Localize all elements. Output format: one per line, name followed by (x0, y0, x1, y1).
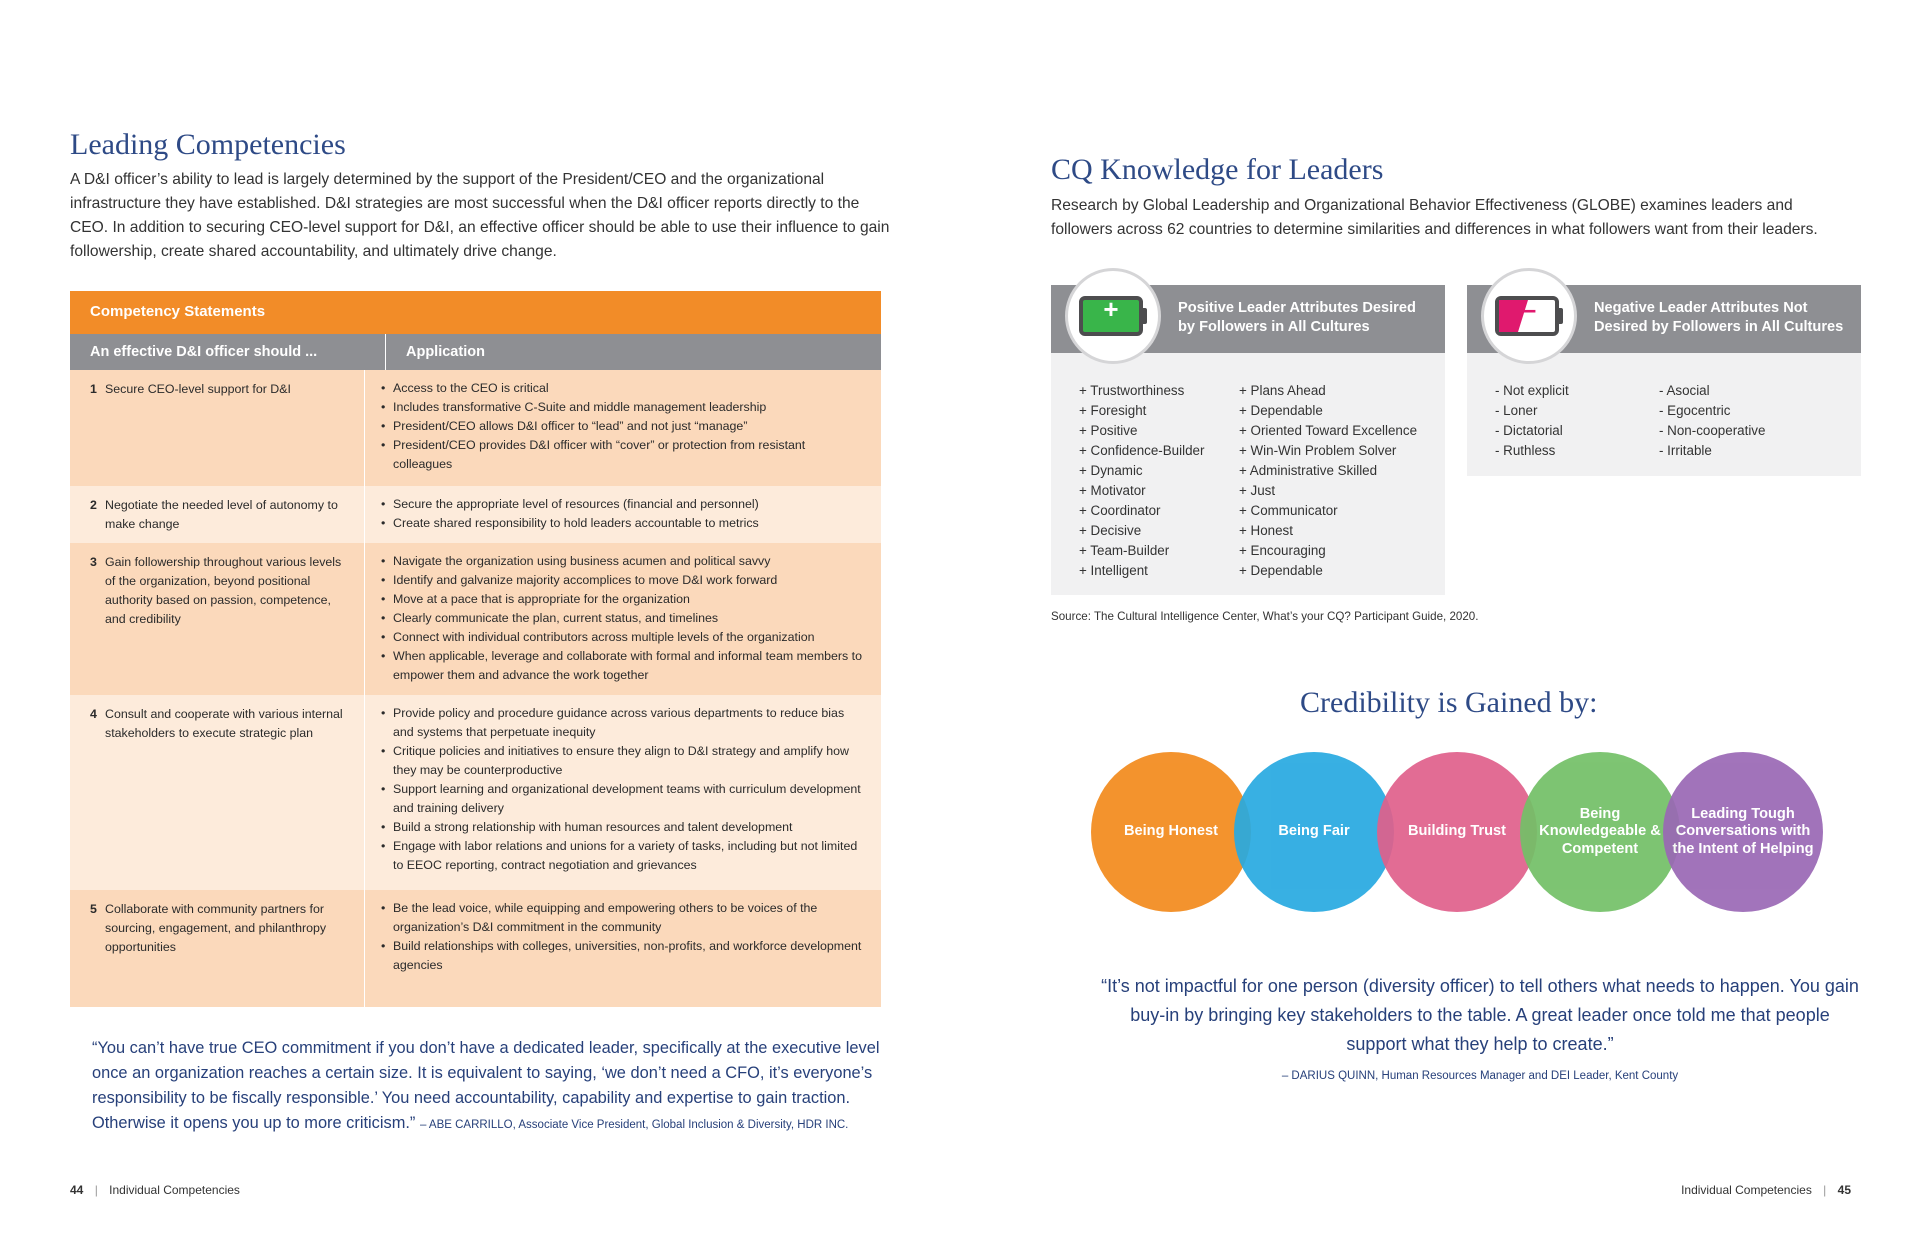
circle-building-trust (1377, 752, 1537, 912)
application-cell (365, 370, 881, 486)
footer-section: Individual Competencies (109, 1183, 240, 1197)
row-number: 5 (90, 902, 97, 916)
circle-label: Being Fair (1278, 823, 1350, 840)
list-item: • Secure the appropriate level of resources (financial and personnel) (381, 495, 867, 514)
list-item: • Provide policy and procedure guidance across various departments to reduce bias and systems that perpetuate inequity (381, 704, 867, 742)
page-title-cq-knowledge: CQ Knowledge for Leaders (1051, 153, 1384, 186)
circle-label: Building Trust (1407, 823, 1507, 840)
table-header: Competency Statements (70, 291, 881, 334)
list-item: + Trustworthiness (1079, 383, 1185, 398)
footer-section: Individual Competencies (1681, 1183, 1812, 1197)
list-item: - Not explicit (1495, 383, 1569, 398)
statement-cell (70, 486, 365, 543)
list-item: • President/CEO allows D&I officer to “lead” and not just “manage” (381, 417, 867, 436)
statement-text: Consult and cooperate with various internal stakeholders to execute strategic plan (105, 707, 343, 740)
list-item: + Motivator (1079, 483, 1146, 498)
table-row (70, 695, 881, 890)
list-item: + Administrative Skilled (1239, 463, 1378, 478)
application-cell (365, 486, 881, 543)
list-item: • Build a strong relationship with human resources and talent development (381, 818, 867, 837)
list-item: • Build relationships with colleges, universities, non-profits, and workforce development agencies (381, 937, 867, 975)
list-item: • Create shared responsibility to hold leaders accountable to metrics (381, 514, 867, 533)
table-row (70, 543, 881, 695)
list-item: • President/CEO provides D&I officer with “cover” or protection from resistant colleagues (381, 436, 867, 474)
list-item: - Loner (1495, 403, 1538, 418)
statement-cell (70, 370, 365, 486)
row-number: 2 (90, 498, 97, 512)
list-item: + Decisive (1079, 523, 1142, 538)
list-item: + Communicator (1239, 503, 1338, 518)
list-item: + Just (1239, 483, 1276, 498)
application-cell (365, 890, 881, 1007)
page-title-leading-competencies: Leading Competencies (70, 128, 346, 161)
list-item: • Engage with labor relations and unions for a variety of tasks, including but not limited to EEOC reporting, contract negotiation and grievances (381, 837, 867, 875)
list-item: • Be the lead voice, while equipping and empowering others to be voices of the organization’s D&I commitment in the community (381, 899, 867, 937)
list-item: • Clearly communicate the plan, current status, and timelines (381, 609, 867, 628)
list-item: • Support learning and organizational development teams with curriculum development and training delivery (381, 780, 867, 818)
panel-heading: Negative Leader Attributes Not Desired by Followers in All Cultures (1467, 285, 1861, 353)
positive-battery-badge (1065, 268, 1161, 364)
pull-quote-right: “It’s not impactful for one person (diversity officer) to tell others what needs to happen. You gain buy-in by bringing key stakeholders to the table. A great leader once told me that people support what they help to create.” (1101, 976, 1859, 1054)
list-item: + Positive (1079, 423, 1138, 438)
row-number: 3 (90, 555, 97, 569)
circle-label: Leading Tough Conversations with the Intent of Helping (1672, 805, 1814, 857)
list-item: + Foresight (1079, 403, 1147, 418)
list-item: - Dictatorial (1495, 423, 1563, 438)
panel-heading: Positive Leader Attributes Desired by Followers in All Cultures (1051, 285, 1445, 353)
list-item: - Non-cooperative (1659, 423, 1766, 438)
statement-text: Negotiate the needed level of autonomy to make change (105, 498, 338, 531)
list-item: + Oriented Toward Excellence (1239, 423, 1418, 438)
statement-text: Collaborate with community partners for sourcing, engagement, and philanthropy opportunities (105, 902, 327, 954)
circle-being-honest (1091, 752, 1251, 912)
attribute-list (1239, 381, 1417, 581)
attribute-columns (1051, 353, 1445, 581)
credibility-title: Credibility is Gained by: (1300, 686, 1598, 719)
positive-attributes-panel (1051, 285, 1445, 595)
list-item: - Ruthless (1495, 443, 1556, 458)
pull-quote-left (92, 1036, 882, 1138)
list-item: + Honest (1239, 523, 1293, 538)
circle-being-knowledgeable (1520, 752, 1680, 912)
footer-right (1600, 1183, 1851, 1197)
source-note: Source: The Cultural Intelligence Center, What’s your CQ? Participant Guide, 2020. (1051, 610, 1479, 623)
list-item: • Critique policies and initiatives to ensure they align to D&I strategy and amplify how they may be counterproductive (381, 742, 867, 780)
negative-battery-badge (1481, 268, 1577, 364)
list-item: + Dependable (1239, 403, 1323, 418)
table-row (70, 890, 881, 1007)
negative-attributes-panel (1467, 285, 1861, 476)
page-number: 44 (70, 1183, 84, 1197)
footer-separator: | (1823, 1183, 1827, 1197)
circle-leading-tough-conversations (1663, 752, 1823, 912)
application-cell (365, 543, 881, 695)
circle-label: Being Honest (1123, 823, 1219, 840)
table-row (70, 486, 881, 543)
row-number: 1 (90, 382, 97, 396)
list-item: • Includes transformative C-Suite and middle management leadership (381, 398, 867, 417)
list-item: + Coordinator (1079, 503, 1161, 518)
list-item: - Egocentric (1659, 403, 1731, 418)
list-item: • Move at a pace that is appropriate for the organization (381, 590, 867, 609)
statement-cell (70, 890, 365, 1007)
row-number: 4 (90, 707, 97, 721)
footer-left (70, 1183, 240, 1197)
statement-text: Secure CEO-level support for D&I (105, 382, 291, 396)
column-header-application: Application (406, 344, 485, 360)
statement-text: Gain followership throughout various levels of the organization, beyond positional authority based on passion, competence, and credibility (105, 555, 342, 626)
plus-icon: + (1103, 294, 1119, 324)
column-header-row (70, 334, 881, 370)
list-item: + Dependable (1239, 563, 1323, 578)
list-item: - Asocial (1659, 383, 1710, 398)
page-number: 45 (1837, 1183, 1851, 1197)
competency-table (70, 291, 881, 1007)
list-item: + Intelligent (1079, 563, 1148, 578)
list-item: - Irritable (1659, 443, 1712, 458)
intro-paragraph: A D&I officer’s ability to lead is largely determined by the support of the President/CEO and the organizational infrastructure they have established. D&I strategies are most successful when the D&I officer reports directly to the CEO. In addition to securing CEO-level support for D&I, an effective officer should be able to use their influence to gain followership, create shared accountability, and ultimately drive change. (70, 171, 890, 260)
statement-cell (70, 695, 365, 890)
list-item: + Plans Ahead (1239, 383, 1326, 398)
circle-label: Being Knowledgeable & Competent (1539, 805, 1661, 857)
quote-attribution: – ABE CARRILLO, Associate Vice President, Global Inclusion & Diversity, HDR INC. (419, 1119, 849, 1131)
list-item: + Dynamic (1079, 463, 1143, 478)
table-row (70, 370, 881, 486)
statement-cell (70, 543, 365, 695)
attribute-columns (1467, 353, 1861, 461)
list-item: + Encouraging (1239, 543, 1326, 558)
quote-attribution: – DARIUS QUINN, Human Resources Manager and DEI Leader, Kent County (1281, 1070, 1679, 1082)
list-item: • Connect with individual contributors across multiple levels of the organization (381, 628, 867, 647)
application-cell (365, 695, 881, 890)
list-item: + Team-Builder (1079, 543, 1170, 558)
column-header-statement: An effective D&I officer should ... (70, 334, 386, 370)
list-item: + Win-Win Problem Solver (1239, 443, 1397, 458)
footer-separator: | (94, 1183, 98, 1197)
list-item: + Confidence-Builder (1079, 443, 1205, 458)
list-item: • When applicable, leverage and collaborate with formal and informal team members to empower them and advance the work together (381, 647, 867, 685)
circle-being-fair (1234, 752, 1394, 912)
attribute-list (1659, 381, 1765, 461)
list-item: • Access to the CEO is critical (381, 379, 867, 398)
quote-text: “You can’t have true CEO commitment if you don’t have a dedicated leader, specifically at the executive level once an organization reaches a certain size. It is equivalent to saying, ‘we don’t need a CFO, it’s everyone’s responsibility to be fiscally responsible.’ You need accountability, capability and expertise to gain traction. Otherwise it opens you up to more criticism.” (92, 1039, 880, 1132)
minus-icon: – (1521, 294, 1537, 324)
list-item: • Navigate the organization using business acumen and political savvy (381, 552, 867, 571)
intro-paragraph: Research by Global Leadership and Organizational Behavior Effectiveness (GLOBE) examines leaders and followers across 62 countries to determine similarities and differences in what followers want from their leaders. (1051, 197, 1818, 238)
attribute-list (1495, 381, 1659, 461)
attribute-list (1079, 381, 1239, 581)
list-item: • Identify and galvanize majority accomplices to move D&I work forward (381, 571, 867, 590)
